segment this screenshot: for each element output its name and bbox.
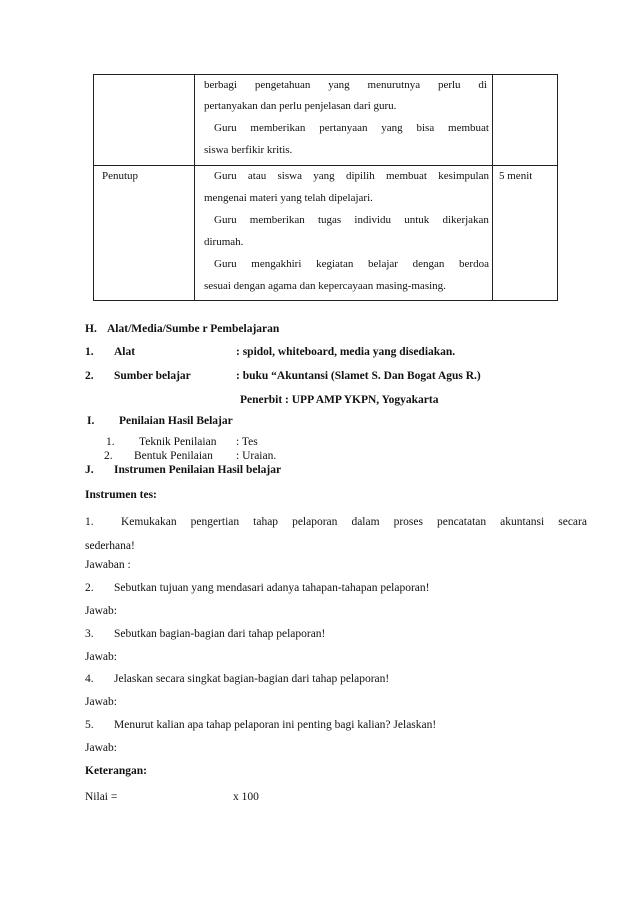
table-row2-line2: mengenai materi yang telah dipelajari. <box>204 192 373 204</box>
question-3-text: Sebutkan bagian-bagian dari tahap pelaporan! <box>114 628 326 640</box>
word: Guru <box>214 214 237 226</box>
word: di <box>478 79 487 91</box>
word: akuntansi <box>500 516 545 528</box>
word: memberikan <box>249 214 305 226</box>
section-i-item2-value: : Uraian. <box>236 450 277 462</box>
table-col-divider-2 <box>492 74 493 301</box>
table-bottom-border <box>93 300 558 301</box>
answer-5-label: Jawab: <box>85 742 117 754</box>
word: pelaporan <box>292 516 338 528</box>
table-row1-line4: siswa berfikir kritis. <box>204 144 293 156</box>
section-h-item1-number: 1. <box>85 346 94 358</box>
table-row2-label: Penutup <box>102 170 139 182</box>
section-h-item2-value: : buku “Akuntansi (Slamet S. Dan Bogat Agus R.) <box>236 370 481 382</box>
question-1-number: 1. <box>85 516 94 528</box>
word: proses <box>393 516 423 528</box>
word: berbagi <box>204 79 237 91</box>
lesson-table <box>93 74 558 301</box>
section-j-subtitle: Instrumen tes: <box>85 489 157 501</box>
table-row-divider <box>93 165 558 166</box>
answer-1-label: Jawaban : <box>85 559 131 571</box>
word: membuat <box>448 122 489 134</box>
word: tahap <box>253 516 279 528</box>
word: individu <box>354 214 392 226</box>
section-h-item2-number: 2. <box>85 370 94 382</box>
nilai-label: Nilai = <box>85 791 118 803</box>
table-row2-time: 5 menit <box>499 170 533 182</box>
word: pengetahuan <box>254 79 311 91</box>
section-i-item1-number: 1. <box>106 436 115 448</box>
word: dengan <box>412 258 445 270</box>
section-h-item2-label: Sumber belajar <box>114 370 191 382</box>
word: atau <box>247 170 267 182</box>
word: pengertian <box>190 516 240 528</box>
section-j-title: Instrumen Penilaian Hasil belajar <box>114 464 282 476</box>
question-1-line1 <box>121 516 587 528</box>
answer-4-label: Jawab: <box>85 696 117 708</box>
section-h-number: H. <box>85 323 97 335</box>
table-row2-line5 <box>204 258 489 270</box>
word: perlu <box>437 79 461 91</box>
answer-2-label: Jawab: <box>85 605 117 617</box>
question-4-number: 4. <box>85 673 94 685</box>
section-h-publisher: Penerbit : UPP AMP YKPN, Yogyakarta <box>240 394 439 406</box>
table-top-border <box>93 74 558 75</box>
word: yang <box>328 79 350 91</box>
word: dikerjakan <box>442 214 489 226</box>
word: kegiatan <box>316 258 354 270</box>
word: secara <box>558 516 587 528</box>
section-i-item1-value: : Tes <box>236 436 258 448</box>
question-4-text: Jelaskan secara singkat bagian-bagian dari tahap pelaporan! <box>114 673 390 685</box>
table-col-divider-1 <box>194 74 195 301</box>
word: membuat <box>386 170 427 182</box>
word: pertanyaan <box>319 122 368 134</box>
word: Guru <box>214 170 237 182</box>
word: mengakhiri <box>251 258 302 270</box>
keterangan-label: Keterangan: <box>85 765 147 777</box>
word: menurutnya <box>367 79 421 91</box>
section-i-item1-label: Teknik Penilaian <box>139 436 217 448</box>
section-i-item2-number: 2. <box>104 450 113 462</box>
section-i-title: Penilaian Hasil Belajar <box>119 415 233 427</box>
word: belajar <box>368 258 398 270</box>
word: dipilih <box>345 170 375 182</box>
section-i-number: I. <box>87 415 95 427</box>
section-j-number: J. <box>85 464 94 476</box>
table-row2-line1 <box>204 170 489 182</box>
word: tugas <box>317 214 342 226</box>
question-3-number: 3. <box>85 628 94 640</box>
word: memberikan <box>250 122 306 134</box>
word: yang <box>381 122 403 134</box>
table-left-border <box>93 74 94 301</box>
table-row1-line2: pertanyakan dan perlu penjelasan dari guru. <box>204 100 397 112</box>
section-i-item2-label: Bentuk Penilaian <box>134 450 213 462</box>
nilai-multiplier: x 100 <box>233 791 259 803</box>
word: bisa <box>416 122 435 134</box>
word: untuk <box>404 214 430 226</box>
question-2-text: Sebutkan tujuan yang mendasari adanya tahapan-tahapan pelaporan! <box>114 582 430 594</box>
answer-3-label: Jawab: <box>85 651 117 663</box>
table-row2-line4: dirumah. <box>204 236 244 248</box>
table-row2-line3 <box>204 214 489 226</box>
table-row1-line3 <box>204 122 489 134</box>
word: Guru <box>214 122 237 134</box>
section-h-title: Alat/Media/Sumbe r Pembelajaran <box>107 323 280 335</box>
word: pencatatan <box>436 516 487 528</box>
word: yang <box>313 170 335 182</box>
question-1-line2: sederhana! <box>85 540 135 552</box>
word: siswa <box>277 170 302 182</box>
table-row1-line1 <box>204 79 487 91</box>
section-h-item1-label: Alat <box>114 346 136 358</box>
table-right-border <box>557 74 558 301</box>
question-5-text: Menurut kalian apa tahap pelaporan ini penting bagi kalian? Jelaskan! <box>114 719 437 731</box>
table-row2-line6: sesuai dengan agama dan kepercayaan masing-masing. <box>204 280 446 292</box>
word: Kemukakan <box>121 516 177 528</box>
word: kesimpulan <box>438 170 489 182</box>
question-2-number: 2. <box>85 582 94 594</box>
word: Guru <box>214 258 237 270</box>
word: berdoa <box>459 258 489 270</box>
section-h-item1-value: : spidol, whiteboard, media yang disediakan. <box>236 346 456 358</box>
question-5-number: 5. <box>85 719 94 731</box>
word: dalam <box>351 516 380 528</box>
